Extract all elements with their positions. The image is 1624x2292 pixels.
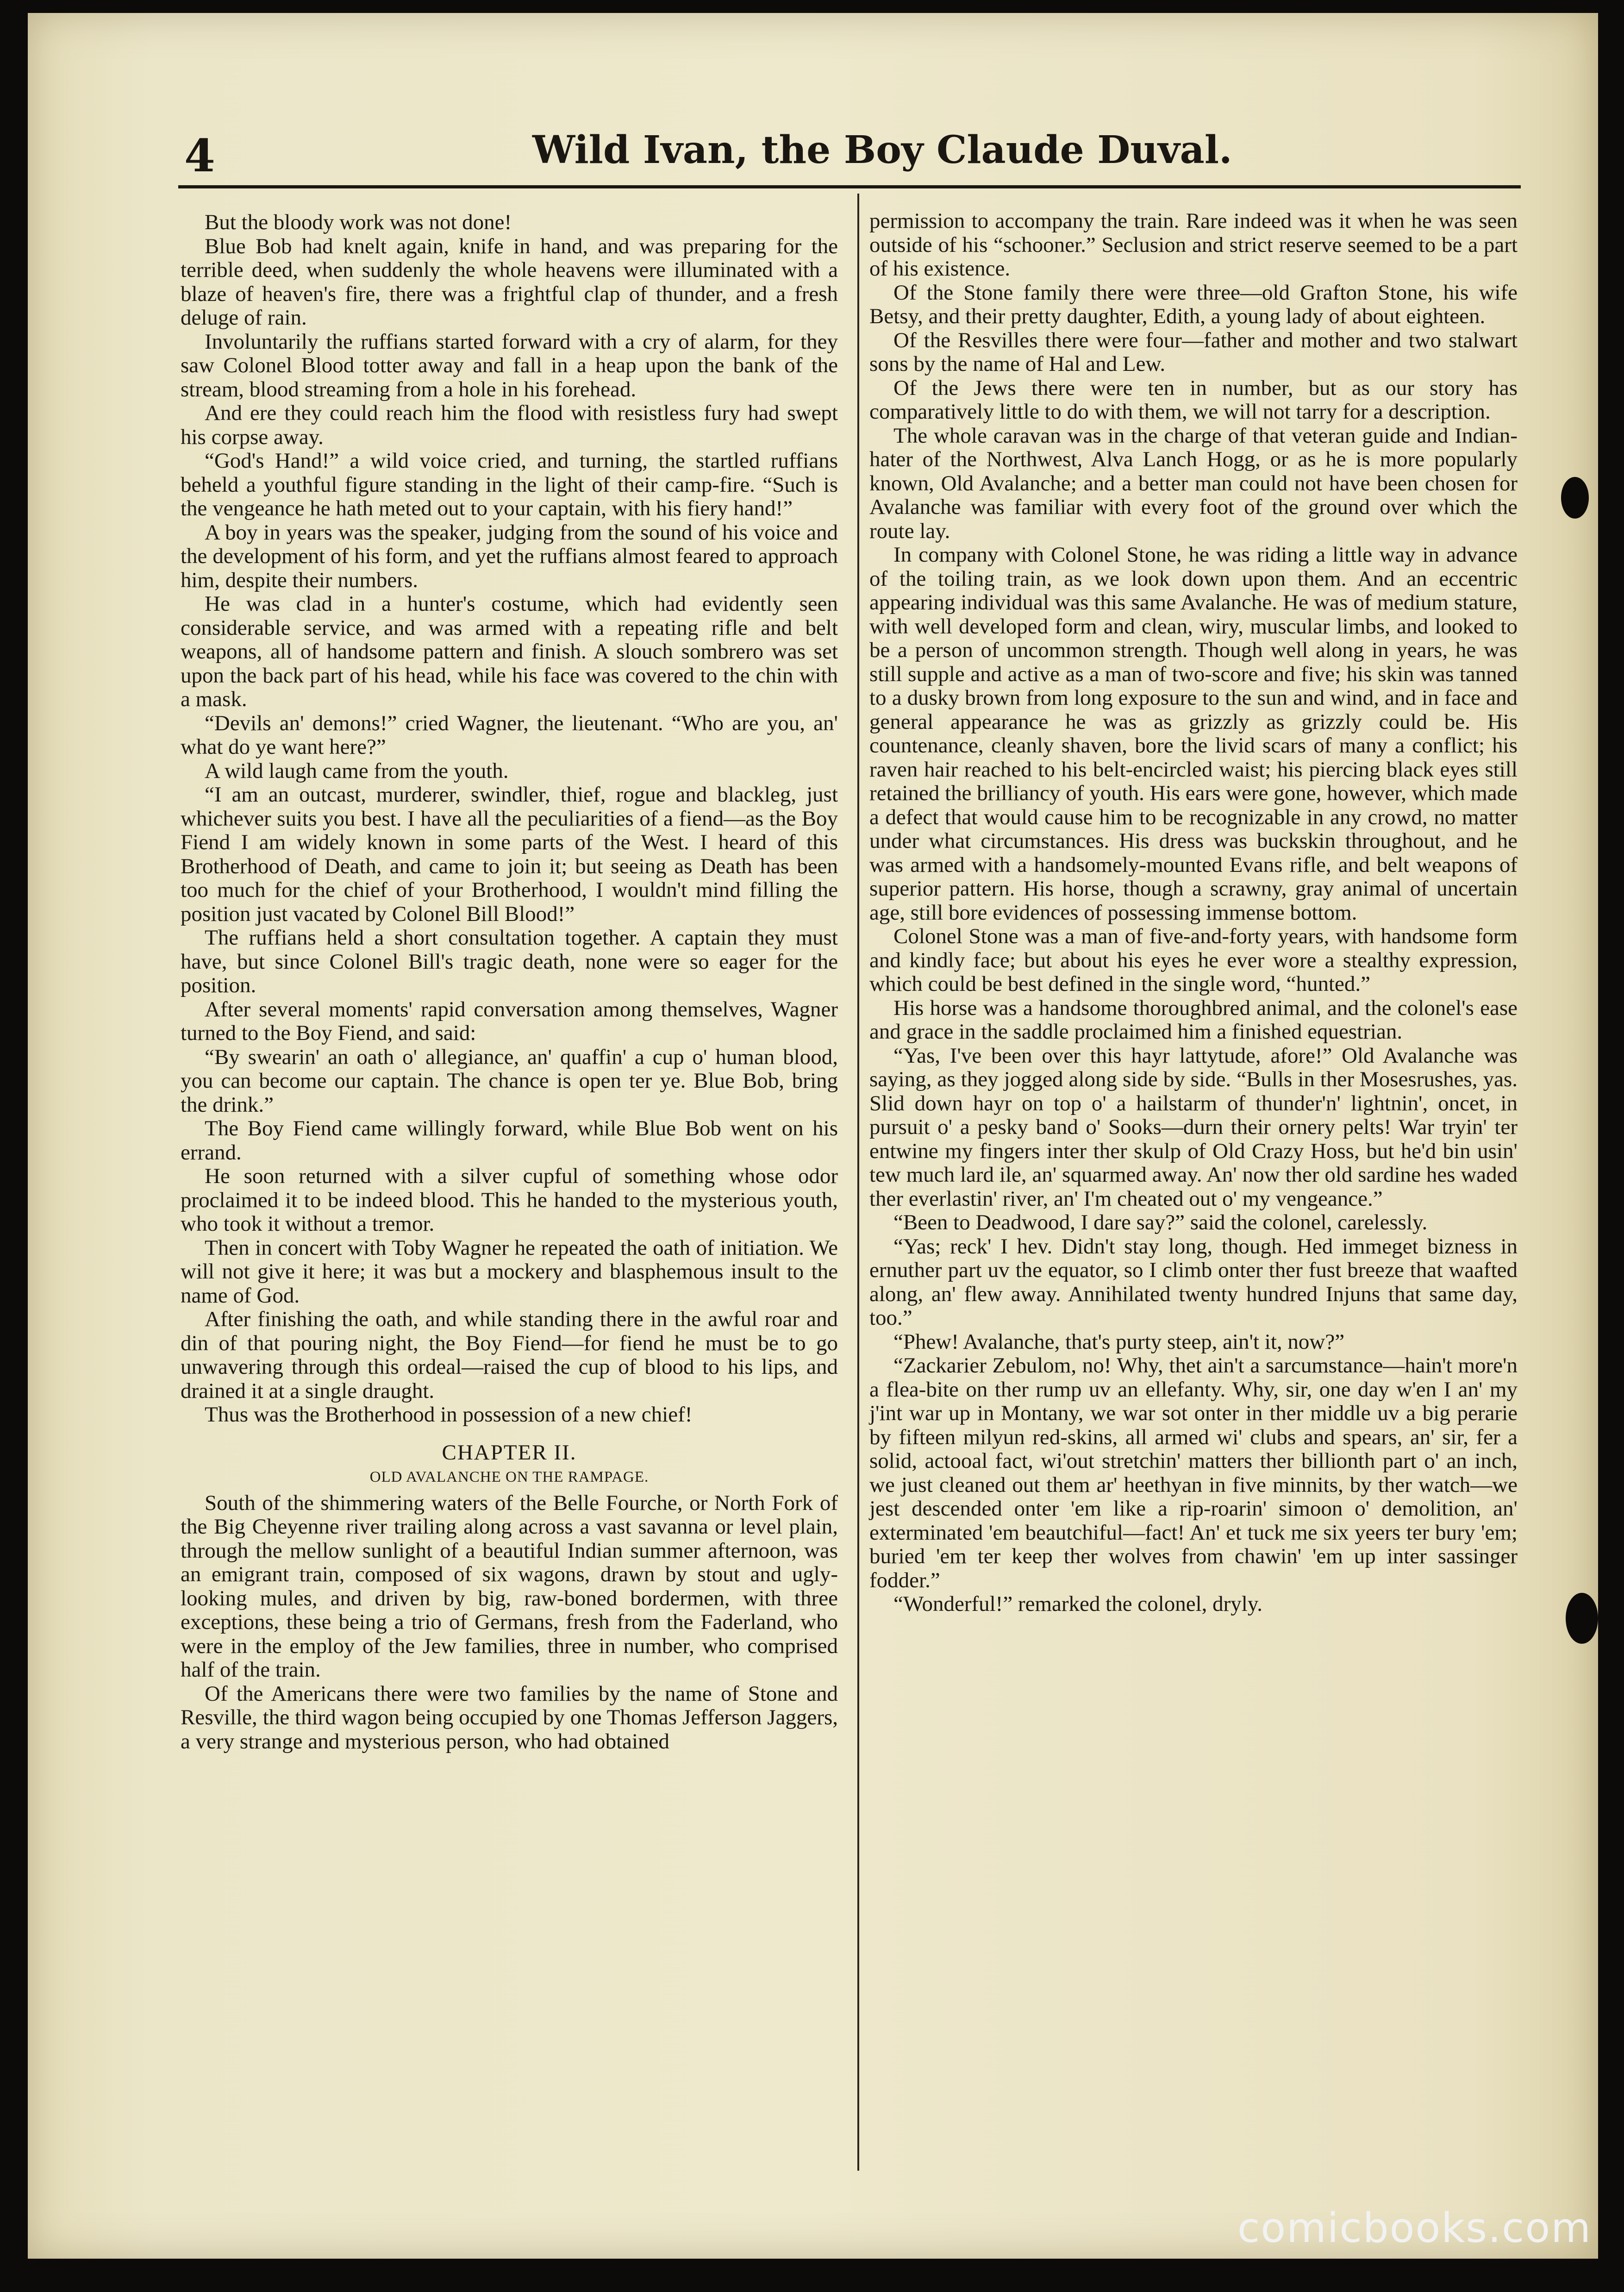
paragraph: The Boy Fiend came willingly forward, while Blue Bob went on his errand.	[181, 1116, 838, 1165]
paragraph: After several moments' rapid conversation among themselves, Wagner turned to the Boy Fiend, and said:	[181, 997, 838, 1045]
paragraph: Colonel Stone was a man of five-and-forty years, with handsome form and kindly face; but about his eyes he ever wore a stealthy expression, which could be best defined in the single word, “hunted.”	[869, 924, 1518, 996]
paragraph: “Wonderful!” remarked the colonel, dryly.	[893, 1592, 1263, 1616]
chapter-title: CHAPTER II.	[442, 1440, 577, 1465]
column-divider	[857, 194, 859, 2171]
paragraph: The ruffians held a short consultation together. A captain they must have, but since Colonel Bill's tragic death, none were so eager for the position.	[181, 926, 838, 997]
page-number: 4	[184, 130, 215, 182]
paragraph: “Devils an' demons!” cried Wagner, the lieutenant. “Who are you, an' what do ye want here?”	[181, 711, 838, 759]
watermark: comicbooks.com	[1237, 2204, 1592, 2252]
paragraph: “God's Hand!” a wild voice cried, and turning, the startled ruffians beheld a youthful figure standing in the light of their camp-fire. “Such is the vengeance he hath meted out to your captain, with his fiery hand!”	[181, 449, 838, 520]
paragraph: permission to accompany the train. Rare indeed was it when he was seen outside of his “schooner.” Seclusion and strict reserve seemed to be a part of his existence.	[869, 209, 1518, 281]
chapter-subtitle: OLD AVALANCHE ON THE RAMPAGE.	[369, 1469, 649, 1485]
paragraph: Of the Stone family there were three—old Grafton Stone, his wife Betsy, and their pretty daughter, Edith, a young lady of about eighteen.	[869, 280, 1518, 328]
paragraph: “Been to Deadwood, I dare say?” said the colonel, carelessly.	[893, 1210, 1428, 1234]
paragraph: A wild laugh came from the youth.	[205, 758, 509, 783]
paragraph: “I am an outcast, murderer, swindler, thief, rogue and blackleg, just whichever suits you best. I have all the peculiarities of a fiend—as the Boy Fiend I am widely known in some parts of the West. I heard of this Brotherhood of Death, and came to join it; but seeing as Death has been too much for the chief of your Brotherhood, I wouldn't mind filling the position just vacated by Colonel Bill Blood!”	[181, 783, 838, 926]
paragraph: And ere they could reach him the flood with resistless fury had swept his corpse away.	[181, 401, 838, 449]
right-column	[869, 209, 1518, 1616]
paragraph: Blue Bob had knelt again, knife in hand, and was preparing for the terrible deed, when suddenly the whole heavens were illuminated with a blaze of heaven's fire, there was a frightful clap of thunder, and a fresh deluge of rain.	[181, 234, 838, 330]
paragraph: “By swearin' an oath o' allegiance, an' quaffin' a cup o' human blood, you can become our captain. The chance is open ter ye. Blue Bob, bring the drink.”	[181, 1045, 838, 1117]
paragraph: A boy in years was the speaker, judging from the sound of his voice and the development of his form, and yet the ruffians almost feared to approach him, despite their numbers.	[181, 520, 838, 592]
paragraph: The whole caravan was in the charge of that veteran guide and Indian-hater of the Northwest, Alva Lanch Hogg, or as he is more popularly known, Old Avalanche; and a better man could not have been chosen for Avalanche was familiar with every foot of the ground over which the route lay.	[869, 423, 1518, 543]
paragraph: Of the Resvilles there were four—father and mother and two stalwart sons by the name of Hal and Lew.	[869, 328, 1518, 376]
paragraph: He was clad in a hunter's costume, which had evidently seen considerable service, and was armed with a repeating rifle and belt weapons, all of handsome pattern and finish. A slouch sombrero was set upon the back part of his head, while his face was covered to the chin with a mask.	[181, 592, 838, 711]
paragraph: His horse was a handsome thoroughbred animal, and the colonel's ease and grace in the saddle proclaimed him a finished equestrian.	[869, 996, 1518, 1044]
paragraph: Thus was the Brotherhood in possession of a new chief!	[205, 1403, 693, 1427]
paragraph: Of the Americans there were two families by the name of Stone and Resville, the third wagon being occupied by one Thomas Jefferson Jaggers, a very strange and mysterious person, who had obtained	[181, 1681, 838, 1753]
paragraph: “Yas, I've been over this hayr lattytude, afore!” Old Avalanche was saying, as they jogged along side by side. “Bulls in ther Mosesrushes, yas. Slid down hayr on top o' a hailstarm of thunder'n' lightnin', oncet, in pursuit o' a pesky band o' Sooks—durn their ornery pelts! War tryin' ter entwine my fingers inter ther skulp of Old Crazy Hoss, but he'd bin usin' tew much lard ile, an' squarmed away. An' now ther old sardine hes waded ther everlastin' river, an' I'm cheated out o' my vengeance.”	[869, 1043, 1518, 1211]
running-title: Wild Ivan, the Boy Claude Duval.	[532, 128, 1232, 172]
paragraph: But the bloody work was not done!	[205, 210, 512, 234]
paragraph: South of the shimmering waters of the Belle Fourche, or North Fork of the Big Cheyenne river trailing along across a vast savanna or level plain, through the mellow sunlight of a beautiful Indian summer afternoon, was an emigrant train, composed of six wagons, drawn by stout and ugly-looking mules, and driven by big, raw-boned bordermen, with three exceptions, these being a trio of Germans, fresh from the Faderland, who were in the employ of the Jew families, three in number, who comprised half of the train.	[181, 1490, 838, 1682]
paragraph: “Phew! Avalanche, that's purty steep, ain't it, now?”	[893, 1329, 1345, 1354]
left-column	[181, 211, 838, 1753]
header-rule	[178, 185, 1521, 188]
paragraph: After finishing the oath, and while standing there in the awful roar and din of that pouring night, the Boy Fiend—for fiend he must be to go unwavering through this ordeal—raised the cup of blood to his lips, and drained it at a single draught.	[181, 1307, 838, 1403]
paragraph: In company with Colonel Stone, he was riding a little way in advance of the toiling train, as we look down upon them. And an eccentric appearing individual was this same Avalanche. He was of medium stature, with well developed form and clean, wiry, muscular limbs, and looked to be a person of uncommon strength. Though well along in years, he was still supple and active as a man of two-score and five; his skin was tanned to a dusky brown from long exposure to the sun and wind, and in face and general appearance he was as grizzly as grizzly could be. His countenance, cleanly shaven, bore the livid scars of many a conflict; his raven hair reached to his belt-encircled waist; his piercing black eyes still retained the brilliancy of youth. His ears were gone, however, which made a defect that would cause him to be recognizable in any crowd, no matter under what circumstances. His dress was buckskin throughout, and he was armed with a handsomely-mounted Evans rifle, and belt weapons of superior pattern. His horse, though a scrawny, gray animal of uncertain age, still bore evidences of possessing immense bottom.	[869, 543, 1518, 925]
paragraph: He soon returned with a silver cupful of something whose odor proclaimed it to be indeed blood. This he handed to the mysterious youth, who took it without a tremor.	[181, 1164, 838, 1236]
page-tear-mark	[1561, 477, 1589, 519]
paragraph: Of the Jews there were ten in number, but as our story has comparatively little to do with them, we will not tarry for a description.	[869, 376, 1518, 424]
paragraph: Then in concert with Toby Wagner he repeated the oath of initiation. We will not give it here; it was but a mockery and blasphemous insult to the name of God.	[181, 1235, 838, 1308]
paragraph: “Zackarier Zebulom, no! Why, thet ain't a sarcumstance—hain't more'n a flea-bite on ther rump uv an ellefanty. Why, sir, one day w'en I an' my j'int war up in Montany, we war sot onter in ther middle uv a big perarie by fifteen milyun red-skins, all armed wi' clubs and spears, an' sir, fer a solid, actooal fact, wi'out stretchin' matters ther billionth part o' an inch, we just cleaned out them ar' heethyan in five minnits, by ther watch—we jest descended onter 'em like a rip-roarin' simoon o' demolition, an' exterminated 'em beautchiful—fact! An' et tuck me six yeers ter bury 'em; buried 'em ter keep ther wolves from chawin' 'em up inter sassinger fodder.”	[869, 1353, 1518, 1592]
paragraph: Involuntarily the ruffians started forward with a cry of alarm, for they saw Colonel Blood totter away and fall in a heap upon the bank of the stream, blood streaming from a hole in his forehead.	[181, 329, 838, 401]
page-tear-mark	[1566, 1593, 1598, 1644]
paragraph: “Yas; reck' I hev. Didn't stay long, though. Hed immeget bizness in ernuther part uv the equator, so I climb onter ther fust breeze that waafted along, an' flew away. Annihilated twenty hundred Injuns that same day, too.”	[869, 1234, 1518, 1330]
